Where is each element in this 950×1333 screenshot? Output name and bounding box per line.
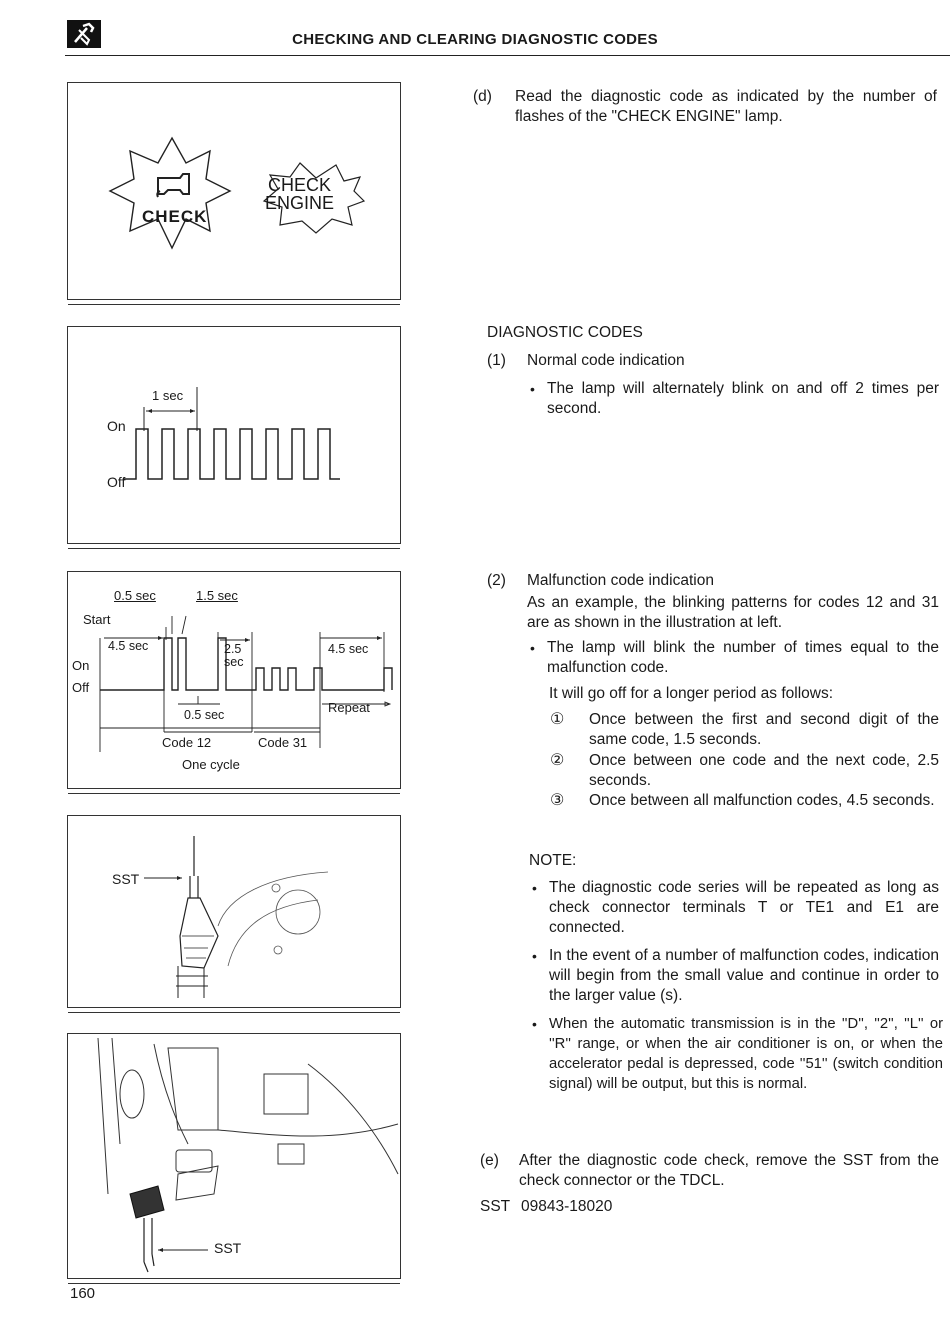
item-2-marker: ② <box>550 752 565 769</box>
label-code-12: Code 12 <box>162 735 212 750</box>
item-1-text: Once between the first and second digit of the same code, 1.5 seconds. <box>589 711 939 748</box>
bullet-dot: • <box>532 948 537 964</box>
malfunction-bullet: The lamp will blink the number of times equal to the malfunction code. <box>547 639 939 676</box>
normal-marker: (1) <box>487 352 506 369</box>
bullet-dot: • <box>532 880 537 896</box>
label-one-cycle: One cycle <box>182 757 240 772</box>
check-engine-label-2: ENGINE <box>265 193 335 213</box>
malfunction-follow: It will go off for a longer period as follows: <box>549 685 834 702</box>
normal-heading: Normal code indication <box>527 352 685 369</box>
note-item-1: The diagnostic code series will be repeated as long as check connector terminals T or TE1 and E1 are connected. <box>549 879 939 936</box>
diagnostic-codes-title: DIAGNOSTIC CODES <box>487 324 643 341</box>
bullet-dot: • <box>530 381 535 397</box>
one-sec-label: 1 sec <box>152 388 184 403</box>
label-1-5-sec: 1.5 sec <box>196 588 238 603</box>
label-start: Start <box>83 612 111 627</box>
note-item-3: When the automatic transmission is in the ''D'', ''2'', ''L'' or ''R'' range, or when the air conditioner is on, or when the accelerator pedal is depressed, code ''51'' (switch condition signal) will be output, but this is normal. <box>549 1016 943 1092</box>
label-2-5: 2.5 <box>224 642 242 656</box>
item-3-marker: ③ <box>550 792 565 809</box>
bullet-dot: • <box>530 640 535 656</box>
figure-normal-code <box>67 326 401 544</box>
note-item-2: In the event of a number of malfunction codes, indication will begin from the small value and continue in order to the larger value (s). <box>549 947 939 1004</box>
note-title: NOTE: <box>529 852 577 869</box>
label-off: Off <box>72 680 90 695</box>
malfunction-intro: As an example, the blinking patterns for codes 12 and 31 are as shown in the illustration at left. <box>527 594 939 631</box>
label-4-5-sec-right: 4.5 sec <box>328 642 369 656</box>
sst-label-top: SST <box>112 871 140 887</box>
step-d-marker: (d) <box>473 88 492 105</box>
header-rule <box>65 55 950 56</box>
step-d-text: Read the diagnostic code as indicated by the number of flashes of the "CHECK ENGINE" lamp. <box>515 88 937 125</box>
item-1-marker: ① <box>550 711 565 728</box>
page-title: CHECKING AND CLEARING DIAGNOSTIC CODES <box>292 31 658 48</box>
malfunction-marker: (2) <box>487 572 506 589</box>
figure-malfunction-code <box>67 571 401 789</box>
label-code-31: Code 31 <box>258 735 308 750</box>
normal-bullet: The lamp will alternately blink on and off 2 times per second. <box>547 380 939 417</box>
label-0-5-sec-bottom: 0.5 sec <box>184 708 225 722</box>
label-4-5-sec-left: 4.5 sec <box>108 639 149 653</box>
page-number: 160 <box>70 1285 96 1302</box>
figure-check-lamp <box>67 82 401 300</box>
figure-dashboard-tdcl <box>67 1033 401 1279</box>
sst-part-label: SST <box>480 1198 511 1215</box>
step-e-marker: (e) <box>480 1152 499 1169</box>
off-label: Off <box>107 474 126 490</box>
step-e-text: After the diagnostic code check, remove the SST from the check connector or the TDCL. <box>519 1152 939 1189</box>
on-label: On <box>107 418 126 434</box>
figure-sst-connector <box>67 815 401 1008</box>
sst-part-number: 09843-18020 <box>521 1198 613 1215</box>
item-3-text: Once between all malfunction codes, 4.5 seconds. <box>589 792 935 809</box>
malfunction-heading: Malfunction code indication <box>527 572 714 589</box>
label-2-5-sec: sec <box>224 655 244 669</box>
label-on: On <box>72 658 90 673</box>
check-lamp-label: CHECK <box>142 207 208 226</box>
item-2-text: Once between one code and the next code, 2.5 seconds. <box>589 752 939 789</box>
sst-label-bottom: SST <box>214 1240 242 1256</box>
label-0-5-sec-top: 0.5 sec <box>114 588 156 603</box>
label-repeat: Repeat <box>328 700 370 715</box>
check-engine-label-1: CHECK <box>268 175 332 195</box>
bullet-dot: • <box>532 1016 537 1032</box>
